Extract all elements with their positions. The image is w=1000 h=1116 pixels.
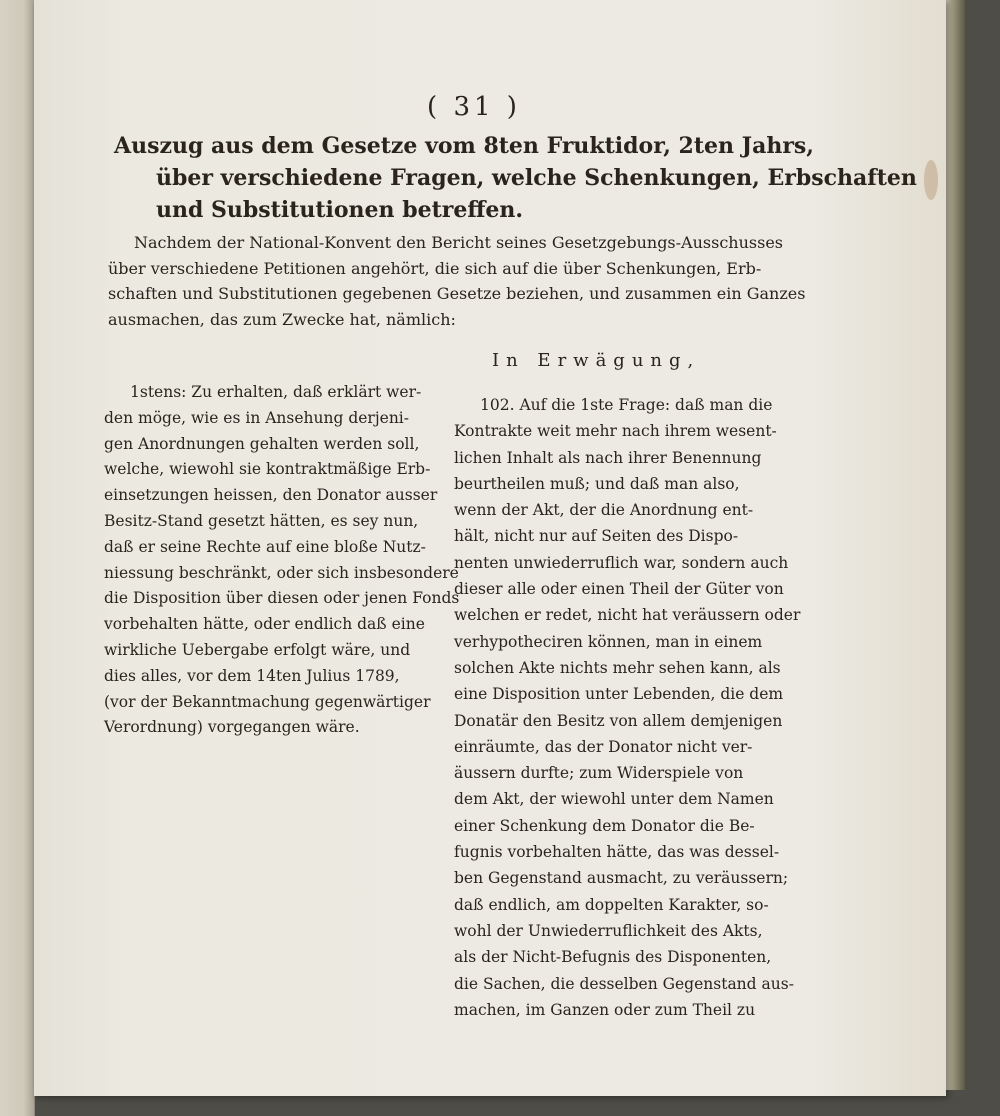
heading-line: über verschiedene Fragen, welche Schenkungen, Erbschaften bbox=[156, 165, 917, 191]
text-line: niessung beschränkt, oder sich insbesondere bbox=[104, 563, 459, 582]
text-line: die Disposition über diesen oder jenen Fonds bbox=[104, 589, 460, 608]
text-line: ausmachen, das zum Zwecke hat, nämlich: bbox=[108, 309, 456, 329]
text-line: dem Akt, der wiewohl unter dem Namen bbox=[454, 790, 774, 809]
text-line: hält, nicht nur auf Seiten des Dispo- bbox=[454, 527, 739, 546]
heading-line: und Substitutionen betreffen. bbox=[156, 197, 524, 223]
intro-paragraph bbox=[108, 230, 806, 332]
text-line: 102. Auf die 1ste Frage: daß man die bbox=[480, 396, 773, 414]
text-line: beurtheilen muß; und daß man also, bbox=[454, 474, 740, 493]
text-line: Donatär den Besitz von allem demjenigen bbox=[454, 711, 783, 730]
text-line: (vor der Bekanntmachung gegenwärtiger bbox=[104, 692, 431, 711]
text-line: eine Disposition unter Lebenden, die dem bbox=[454, 685, 784, 704]
text-line: machen, im Ganzen oder zum Theil zu bbox=[454, 1000, 756, 1019]
text-line: vorbehalten hätte, oder endlich daß eine bbox=[104, 615, 425, 634]
text-line: wenn der Akt, der die Anordnung ent- bbox=[454, 501, 754, 520]
book-page bbox=[34, 0, 946, 1096]
text-line: Kontrakte weit mehr nach ihrem wesent- bbox=[454, 422, 777, 441]
section-heading bbox=[114, 130, 917, 226]
text-line: 1stens: Zu erhalten, daß erklärt wer- bbox=[130, 383, 422, 401]
text-line: Besitz-Stand gesetzt hätten, es sey nun, bbox=[104, 511, 419, 530]
text-line: als der Nicht-Befugnis des Disponenten, bbox=[454, 948, 772, 967]
heading-line: Auszug aus dem Gesetze vom 8ten Fruktidor, 2ten Jahrs, bbox=[114, 133, 814, 159]
left-column bbox=[104, 380, 472, 741]
left-page-edge bbox=[0, 0, 35, 1116]
text-line: welchen er redet, nicht hat veräussern oder bbox=[454, 606, 801, 625]
right-column bbox=[454, 392, 801, 1023]
page-number: ( 31 ) bbox=[427, 92, 521, 122]
text-line: die Sachen, die desselben Gegenstand aus- bbox=[454, 974, 794, 993]
text-line: äussern durfte; zum Widerspiele von bbox=[454, 764, 744, 783]
text-line: Nachdem der National-Konvent den Bericht seines Gesetzgebungs-Ausschusses bbox=[134, 233, 783, 252]
text-line: welche, wiewohl sie kontraktmäßige Erb- bbox=[104, 460, 431, 479]
text-line: lichen Inhalt als nach ihrer Benennung bbox=[454, 448, 762, 467]
text-line: schaften und Substitutionen gegebenen Gesetze beziehen, und zusammen ein Ganzes bbox=[108, 284, 806, 303]
text-line: daß endlich, am doppelten Karakter, so- bbox=[454, 895, 769, 914]
text-line: verhypotheciren können, man in einem bbox=[454, 632, 763, 651]
text-line: solchen Akte nichts mehr sehen kann, als bbox=[454, 658, 781, 677]
text-line: über verschiedene Petitionen angehört, die sich auf die über Schenkungen, Erb- bbox=[108, 258, 762, 278]
text-line: fugnis vorbehalten hätte, das was dessel- bbox=[454, 843, 780, 862]
page-stain bbox=[924, 160, 938, 200]
text-line: dies alles, vor dem 14ten Julius 1789, bbox=[104, 666, 400, 685]
text-line: daß er seine Rechte auf eine bloße Nutz- bbox=[104, 537, 426, 556]
text-line: Verordnung) vorgegangen wäre. bbox=[104, 718, 360, 737]
text-line: wirkliche Uebergabe erfolgt wäre, und bbox=[104, 640, 411, 659]
text-line: einräumte, das der Donator nicht ver- bbox=[454, 737, 753, 756]
text-line: den möge, wie es in Ansehung derjeni- bbox=[104, 408, 409, 427]
text-line: gen Anordnungen gehalten werden soll, bbox=[104, 434, 420, 453]
text-line: einsetzungen heissen, den Donator ausser bbox=[104, 486, 438, 505]
text-line: wohl der Unwiederruflichkeit des Akts, bbox=[454, 921, 763, 940]
text-line: einer Schenkung dem Donator die Be- bbox=[454, 816, 755, 835]
text-line: nenten unwiederruflich war, sondern auch bbox=[454, 553, 789, 572]
consideration-heading: In Erwägung, bbox=[492, 350, 701, 371]
text-line: dieser alle oder einen Theil der Güter von bbox=[454, 580, 784, 599]
text-line: ben Gegenstand ausmacht, zu veräussern; bbox=[454, 869, 789, 888]
